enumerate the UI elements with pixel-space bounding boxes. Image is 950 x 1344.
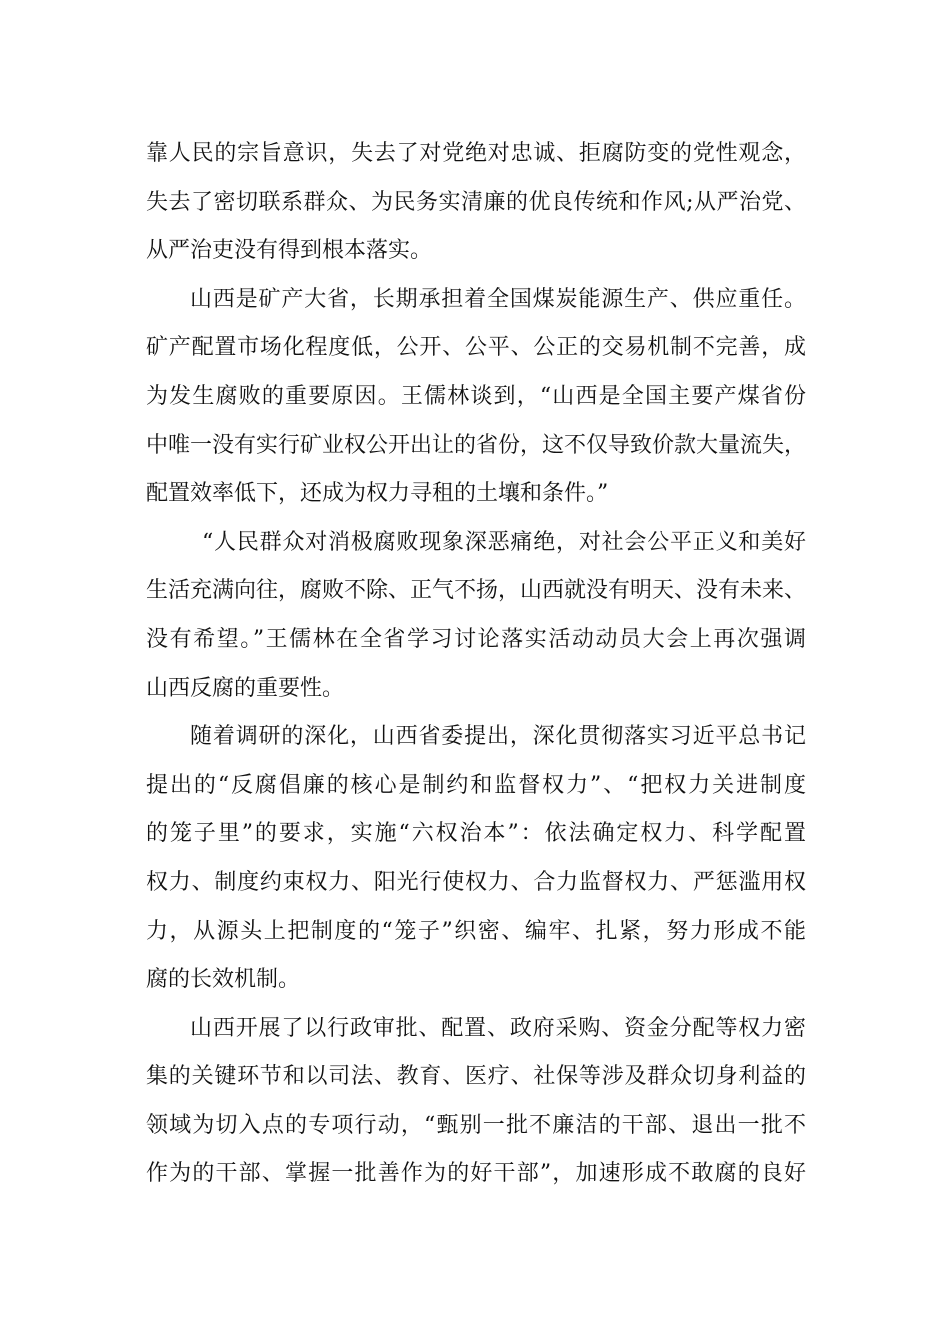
- text-line: 腐的长效机制。: [146, 967, 301, 993]
- text-line: 靠人民的宗旨意识，失去了对党绝对忠诚、拒腐防变的党性观念，: [146, 141, 806, 166]
- text-line: 从严治吏没有得到根本落实。: [146, 238, 433, 264]
- text-line: 作为的干部、掌握一批善作为的好干部”，加速形成不敢腐的良好: [146, 1161, 806, 1187]
- text-line: 提出的“反腐倡廉的核心是制约和监督权力”、“把权力关进制度: [146, 772, 806, 798]
- text-line: 没有希望。”王儒林在全省学习讨论落实活动动员大会上再次强调: [146, 626, 806, 652]
- text-line: 领域为切入点的专项行动，“甄别一批不廉洁的干部、退出一批不: [146, 1112, 806, 1138]
- text-line: 失去了密切联系群众、为民务实清廉的优良传统和作风;从严治党、: [146, 189, 806, 215]
- text-line: 配置效率低下，还成为权力寻租的土壤和条件。”: [146, 481, 609, 507]
- text-line: 山西开展了以行政审批、配置、政府采购、资金分配等权力密: [190, 1015, 806, 1041]
- document-body: [146, 130, 806, 1199]
- text-line: 的笼子里”的要求，实施“六权治本”：依法确定权力、科学配置: [146, 821, 806, 847]
- text-line: 随着调研的深化，山西省委提出，深化贯彻落实习近平总书记: [190, 724, 806, 750]
- text-line: 中唯一没有实行矿业权公开出让的省份，这不仅导致价款大量流失，: [146, 432, 807, 458]
- text-line: 力，从源头上把制度的“笼子”织密、编牢、扎紧，努力形成不能: [146, 918, 806, 944]
- text-line: 山西反腐的重要性。: [146, 675, 345, 701]
- text-line: 山西是矿产大省，长期承担着全国煤炭能源生产、供应重任。: [190, 286, 806, 312]
- text-line: 生活充满向往，腐败不除、正气不扬，山西就没有明天、没有未来、: [146, 578, 807, 604]
- text-line: 为发生腐败的重要原因。王儒林谈到，“山西是全国主要产煤省份: [146, 383, 806, 409]
- text-line: 集的关键环节和以司法、教育、医疗、社保等涉及群众切身利益的: [146, 1064, 806, 1090]
- text-line: 权力、制度约束权力、阳光行使权力、合力监督权力、严惩滥用权: [146, 869, 806, 895]
- text-line: 矿产配置市场化程度低，公开、公平、公正的交易机制不完善，成: [146, 335, 806, 361]
- text-line: “人民群众对消极腐败现象深恶痛绝，对社会公平正义和美好: [202, 529, 806, 555]
